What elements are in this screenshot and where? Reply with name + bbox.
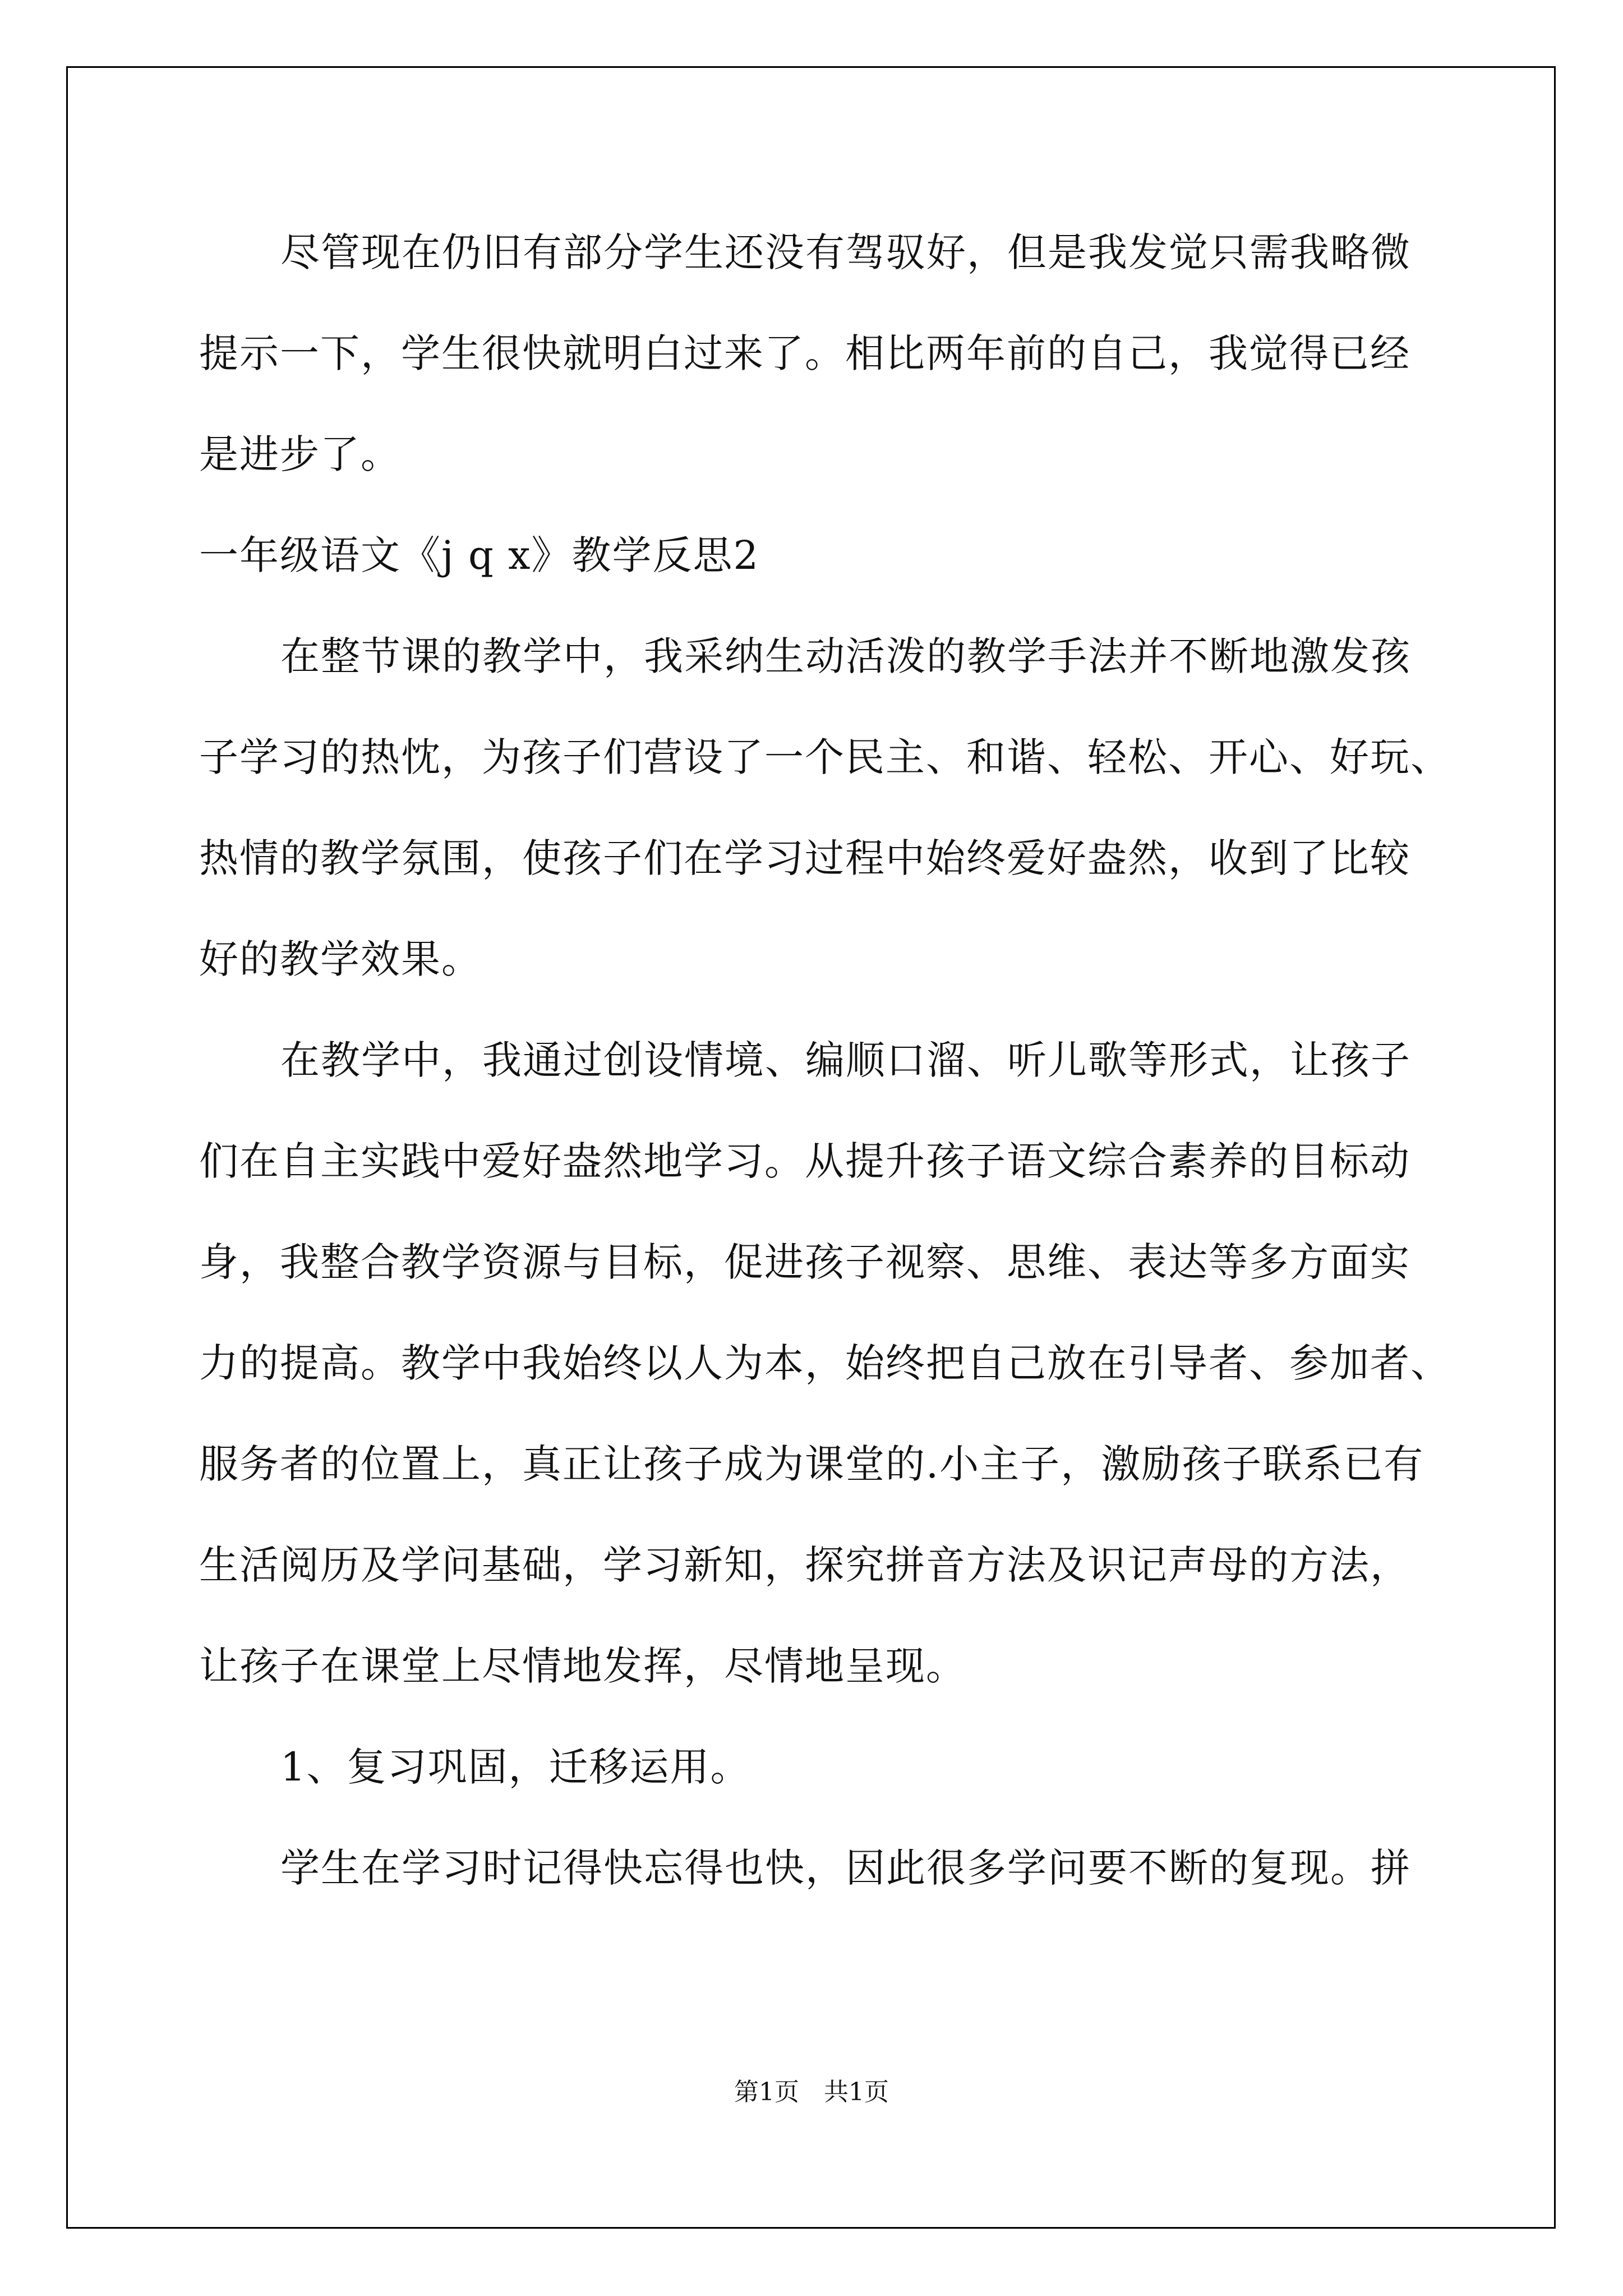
- document-body: [199, 216, 1451, 1932]
- paragraph-line: 尽管现在仍旧有部分学生还没有驾驭好，但是我发觉只需我略微: [280, 229, 1411, 275]
- paragraph-line: 让孩子在课堂上尽情地发挥，尽情地呈现。: [199, 1643, 966, 1689]
- paragraph-line: 在教学中，我通过创设情境、编顺口溜、听儿歌等形式，让孩子: [280, 1037, 1411, 1083]
- paragraph-line: 力的提高。教学中我始终以人为本，始终把自己放在引导者、参加者、: [199, 1340, 1451, 1386]
- paragraph-line: 身，我整合教学资源与目标，促进孩子视察、思维、表达等多方面实: [199, 1239, 1410, 1285]
- paragraph-line: 好的教学效果。: [199, 936, 482, 982]
- paragraph-line: 子学习的热忱，为孩子们营设了一个民主、和谐、轻松、开心、好玩、: [199, 734, 1451, 780]
- page-number-footer: 第1页 共1页: [734, 2078, 889, 2106]
- list-item-heading: 1、复习巩固，迁移运用。: [280, 1744, 751, 1790]
- paragraph-line: 是进步了。: [199, 431, 401, 477]
- paragraph-line: 学生在学习时记得快忘得也快，因此很多学问要不断的复现。拼: [280, 1845, 1411, 1891]
- paragraph-line: 生活阅历及学问基础，学习新知，探究拼音方法及识记声母的方法，: [199, 1542, 1410, 1588]
- section-heading: 一年级语文《j q x》教学反思2: [199, 532, 760, 578]
- paragraph-line: 在整节课的教学中，我采纳生动活泼的教学手法并不断地激发孩: [280, 633, 1411, 679]
- paragraph-line: 提示一下，学生很快就明白过来了。相比两年前的自己，我觉得已经: [199, 330, 1410, 376]
- paragraph-line: 服务者的位置上，真正让孩子成为课堂的.小主子，激励孩子联系已有: [199, 1441, 1424, 1487]
- paragraph-line: 们在自主实践中爱好盎然地学习。从提升孩子语文综合素养的目标动: [199, 1138, 1410, 1184]
- paragraph-line: 热情的教学氛围，使孩子们在学习过程中始终爱好盎然，收到了比较: [199, 835, 1410, 881]
